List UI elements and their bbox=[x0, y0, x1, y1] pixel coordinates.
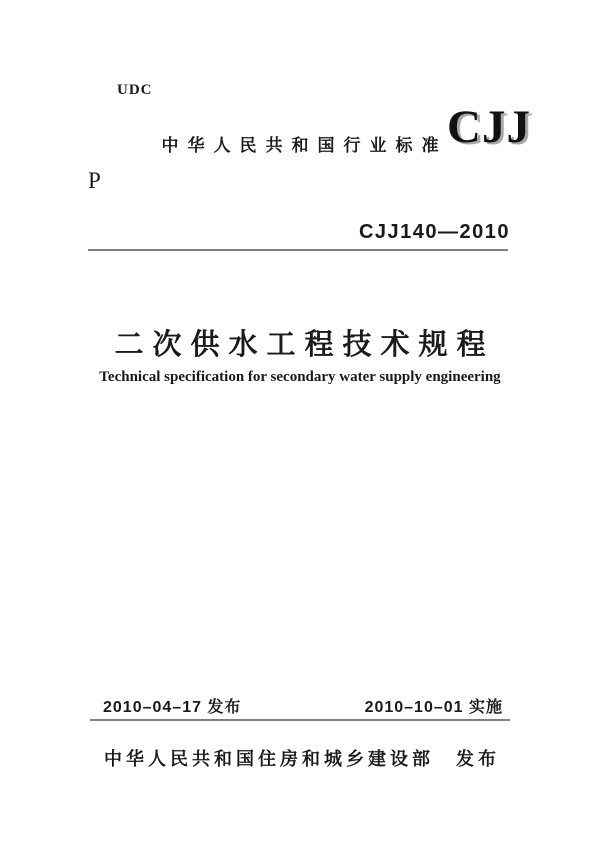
top-divider-line bbox=[88, 249, 508, 251]
standard-number: CJJ140—2010 bbox=[358, 221, 510, 243]
issue-date: 2010–04–17 发布 bbox=[103, 699, 242, 716]
document-title-english: Technical specification for secondary water supply engineering bbox=[99, 369, 501, 385]
classification-code: P bbox=[88, 168, 101, 193]
publisher-line: 中华人民共和国住房和城乡建设部 发布 bbox=[104, 749, 500, 769]
document-title-chinese: 二次供水工程技术规程 bbox=[114, 329, 495, 361]
udc-label: UDC bbox=[117, 82, 153, 98]
implement-date: 2010–10–01 实施 bbox=[364, 699, 503, 716]
bottom-divider-line bbox=[90, 719, 510, 721]
cjj-logo: CJJ bbox=[447, 101, 531, 153]
standard-type-heading: 中华人民共和国行业标准 bbox=[161, 136, 448, 155]
